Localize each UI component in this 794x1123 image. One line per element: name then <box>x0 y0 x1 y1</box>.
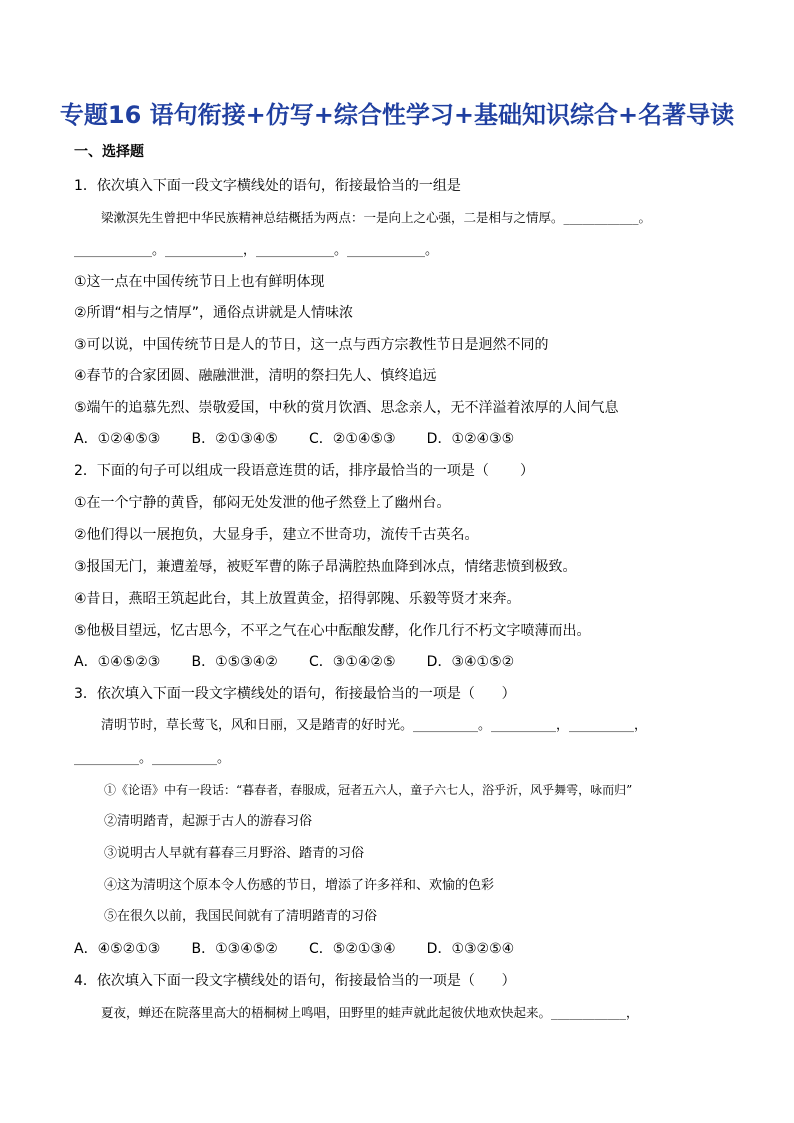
q2-item: ④昔日，燕昭王筑起此台，其上放置黄金，招得郭隗、乐毅等贤才来奔。 <box>74 591 521 607</box>
q2-options: A．①④⑤②③ B．①⑤③④② C．③①④②⑤ D．③④①⑤② <box>74 654 515 670</box>
q4-stem: 4．依次填入下面一段文字横线处的语句，衔接最恰当的一项是（ ） <box>74 973 516 989</box>
q3-options: A．④⑤②①③ B．①③④⑤② C．⑤②①③④ D．①③②⑤④ <box>74 941 515 957</box>
q1-passage-line-2: ____________。____________，____________。____________。 <box>74 243 438 258</box>
q3-item: ⑤在很久以前，我国民间就有了清明踏青的习俗 <box>104 909 378 924</box>
q3-item: ③说明古人早就有暮春三月野浴、踏青的习俗 <box>104 846 365 861</box>
q2-item: ①在一个宁静的黄昏，郁闷无处发泄的他孑然登上了幽州台。 <box>74 495 451 511</box>
q3-item: ④这为清明这个原本令人伤感的节日，增添了许多祥和、欢愉的色彩 <box>104 878 495 893</box>
q2-item: ⑤他极目望远，忆古思今，不平之气在心中酝酿发酵，化作几行不朽文字喷薄而出。 <box>74 623 591 639</box>
section-heading: 一、选择题 <box>74 144 144 160</box>
q2-item: ②他们得以一展抱负，大显身手，建立不世奇功，流传千古英名。 <box>74 527 479 543</box>
q1-item: ②所谓“相与之情厚”，通俗点讲就是人情味浓 <box>74 305 354 321</box>
q1-passage-line-1: 梁漱溟先生曾把中华民族精神总结概括为两点：一是向上之心强，二是相与之情厚。____________。 <box>101 210 652 225</box>
q2-stem: 2．下面的句子可以组成一段语意连贯的话，排序最恰当的一项是（ ） <box>74 463 535 479</box>
q1-item: ⑤端午的追慕先烈、崇敬爱国，中秋的赏月饮酒、思念亲人，无不洋溢着浓厚的人间气息 <box>74 400 619 416</box>
q1-stem: 1．依次填入下面一段文字横线处的语句，衔接最恰当的一组是 <box>74 178 461 194</box>
page-title: 专题16 语句衔接+仿写+综合性学习+基础知识综合+名著导读 <box>59 101 735 129</box>
q1-item: ③可以说，中国传统节日是人的节日，这一点与西方宗教性节日是迥然不同的 <box>74 337 549 353</box>
q3-passage-line-1: 清明节时，草长莺飞，风和日丽，又是踏青的好时光。__________。__________，__________， <box>101 718 648 733</box>
q1-options: A．①②④⑤③ B．②①③④⑤ C．②①④⑤③ D．①②④③⑤ <box>74 431 515 447</box>
q4-passage-line-1: 夏夜，蝉还在院落里高大的梧桐树上鸣唱，田野里的蛙声就此起彼伏地欢快起来。____________， <box>101 1005 639 1020</box>
q2-item: ③报国无门，兼遭羞辱，被贬军曹的陈子昂满腔热血降到冰点，情绪悲愤到极致。 <box>74 559 577 575</box>
q3-passage-line-2: __________。__________。 <box>74 751 231 766</box>
q1-item: ①这一点在中国传统节日上也有鲜明体现 <box>74 274 325 290</box>
q3-item: ②清明踏青，起源于古人的游春习俗 <box>104 814 313 829</box>
q3-item: ①《论语》中有一段话：“暮春者，春服成，冠者五六人，童子六七人，浴乎沂，风乎舞雩，咏而归” <box>104 783 633 797</box>
q3-stem: 3．依次填入下面一段文字横线处的语句，衔接最恰当的一项是（ ） <box>74 686 516 702</box>
q1-item: ④春节的合家团圆、融融泄泄，清明的祭扫先人、慎终追远 <box>74 368 437 384</box>
